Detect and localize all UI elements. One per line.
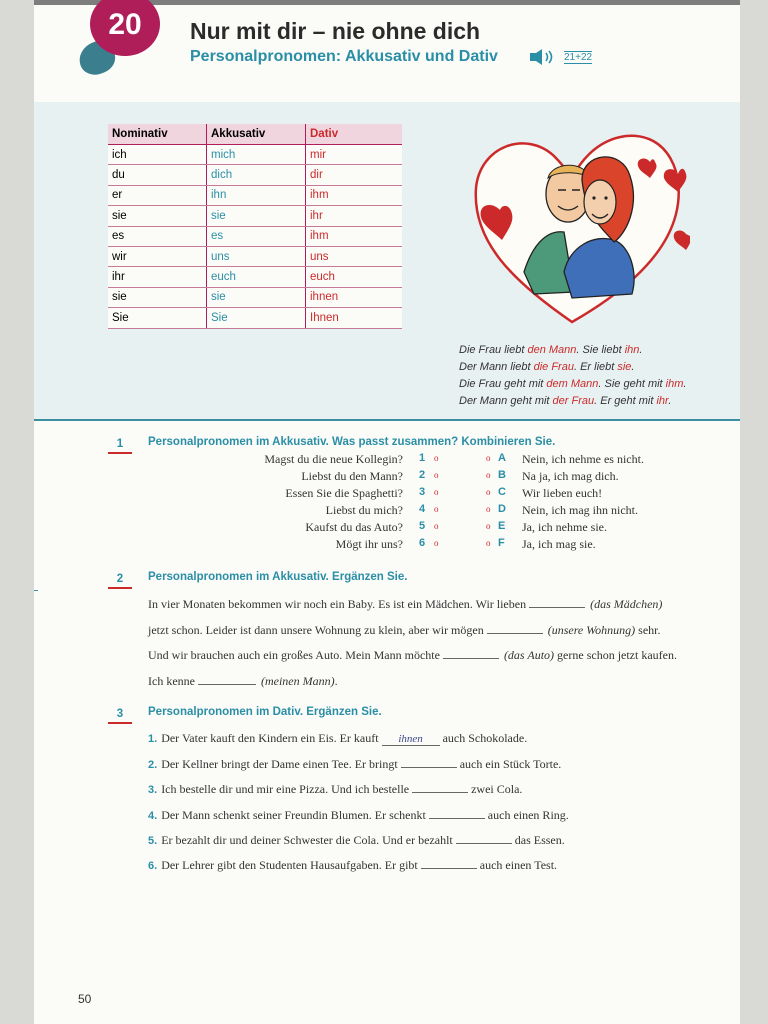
- exercise-2-line: [148, 622, 708, 648]
- pronoun-table-row: [108, 145, 402, 165]
- item-text: Ich bestelle dir und mir eine Pizza. Und ich bestelle: [161, 782, 413, 797]
- caption-highlight: ihr: [656, 395, 669, 407]
- caption-text: .: [631, 361, 635, 373]
- answer-letter: B: [498, 469, 506, 481]
- caption-highlight: sie: [617, 361, 632, 373]
- caption-line: [459, 359, 686, 376]
- exercise-2-line: [148, 647, 708, 673]
- caption-text: Die Frau liebt: [459, 344, 528, 356]
- caption-text: . Sie geht mit: [598, 378, 666, 390]
- dativ-cell: Ihnen: [306, 308, 403, 328]
- pronoun-table-row: [108, 267, 402, 287]
- nominativ-cell: du: [108, 165, 207, 185]
- hint-text: (meinen Mann): [260, 673, 335, 688]
- caption-text: . Er geht mit: [594, 395, 657, 407]
- dativ-cell: dir: [306, 165, 403, 185]
- header-dativ: Dativ: [306, 124, 403, 145]
- caption-text: Der Mann liebt: [459, 361, 534, 373]
- header-akkusativ: Akkusativ: [207, 124, 306, 145]
- answer-text: Na ja, ich mag dich.: [522, 469, 619, 483]
- answer-letter: E: [498, 520, 506, 532]
- exercise-2-text: [148, 596, 708, 698]
- audio-track-number: 21+22: [564, 52, 593, 63]
- caption-text: Der Mann geht mit: [459, 395, 553, 407]
- pronoun-table-row: [108, 308, 402, 328]
- matching-row: [108, 520, 708, 537]
- exercise-2-line: [148, 673, 708, 699]
- answer-letter: D: [498, 503, 506, 515]
- nominativ-cell: ihr: [108, 267, 207, 287]
- item-text: auch Schokolade.: [439, 731, 528, 745]
- margin-mark: [34, 590, 38, 591]
- nominativ-cell: er: [108, 185, 207, 205]
- answer-text: Nein, ich nehme es nicht.: [522, 452, 644, 466]
- answer-blank[interactable]: [456, 832, 512, 844]
- exercise-2-heading: Personalpronomen im Akkusativ. Ergänzen Sie.: [148, 571, 408, 583]
- page-number: 50: [78, 992, 92, 1006]
- page-subtitle: Personalpronomen: Akkusativ und Dativ: [190, 48, 498, 65]
- caption-highlight: die Frau: [533, 361, 574, 373]
- question-text: Magst du die neue Kollegin?: [264, 452, 403, 466]
- question-text: Essen Sie die Spaghetti?: [285, 486, 403, 500]
- exercise-1-number: 1: [108, 437, 132, 454]
- answer-letter: C: [498, 486, 506, 498]
- exercise-3-item: [148, 731, 708, 756]
- question-connector-dot[interactable]: o: [434, 521, 439, 531]
- pronoun-table-row: [108, 206, 402, 226]
- caption-text: . Er liebt: [573, 361, 618, 373]
- matching-row: [108, 537, 708, 554]
- nominativ-cell: ich: [108, 145, 207, 165]
- exercise-2-number: 2: [108, 572, 132, 589]
- exercise-3-item: [148, 781, 708, 806]
- exercise-1-matching: [108, 452, 708, 556]
- answer-blank[interactable]: [487, 622, 543, 634]
- dativ-cell: ihm: [306, 226, 403, 246]
- dativ-cell: mir: [306, 145, 403, 165]
- hint-text: (das Mädchen): [590, 597, 663, 611]
- caption-highlight: dem Mann: [546, 378, 599, 390]
- answer-text: Wir lieben euch!: [522, 486, 603, 500]
- question-text: Liebst du mich?: [325, 503, 403, 517]
- exercise-1-heading: Personalpronomen im Akkusativ. Was passt zusammen? Kombinieren Sie.: [148, 436, 556, 448]
- item-text: Der Vater kauft den Kindern ein Eis. Er kauft: [161, 731, 382, 745]
- question-connector-dot[interactable]: o: [434, 538, 439, 548]
- hint-text: (das Auto): [503, 648, 555, 662]
- item-text: Der Mann schenkt seiner Freundin Blumen. Er schenkt: [161, 807, 429, 822]
- answer-letter: A: [498, 452, 506, 464]
- nominativ-cell: es: [108, 226, 207, 246]
- exercise-3-list: [148, 731, 708, 882]
- item-text: zwei Cola.: [468, 782, 523, 797]
- caption-text: . Sie liebt: [576, 344, 625, 356]
- answer-blank[interactable]: [198, 673, 256, 685]
- caption-text: .: [668, 395, 672, 407]
- answer-text: Nein, ich mag ihn nicht.: [522, 503, 638, 517]
- chapter-number: 20: [108, 8, 142, 41]
- exercise-3-item: [148, 832, 708, 857]
- dativ-cell: ihm: [306, 185, 403, 205]
- answer-blank[interactable]: [421, 857, 477, 869]
- grammar-box-divider: [34, 419, 740, 421]
- line-text: sehr.: [635, 622, 661, 637]
- question-number: 5: [419, 520, 426, 532]
- matching-row: [108, 469, 708, 486]
- caption-line: [459, 342, 686, 359]
- nominativ-cell: wir: [108, 246, 207, 266]
- nominativ-cell: Sie: [108, 308, 207, 328]
- item-text: Der Lehrer gibt den Studenten Hausaufgaben. Er gibt: [161, 857, 421, 872]
- line-text: gerne schon jetzt kaufen.: [554, 648, 677, 662]
- answer-letter: F: [498, 537, 505, 549]
- answer-connector-dot[interactable]: o: [486, 504, 491, 514]
- line-text: .: [334, 673, 338, 688]
- akkusativ-cell: euch: [207, 267, 306, 287]
- exercise-3-heading: Personalpronomen im Dativ. Ergänzen Sie.: [148, 706, 382, 718]
- nominativ-cell: sie: [108, 206, 207, 226]
- pronoun-table-header: [108, 124, 402, 145]
- answer-connector-dot[interactable]: o: [486, 470, 491, 480]
- akkusativ-cell: ihn: [207, 185, 306, 205]
- illustration-caption: [459, 342, 686, 410]
- answer-connector-dot[interactable]: o: [486, 538, 491, 548]
- question-connector-dot[interactable]: o: [434, 470, 439, 480]
- akkusativ-cell: uns: [207, 246, 306, 266]
- exercise-2-line: [148, 596, 708, 622]
- nominativ-cell: sie: [108, 287, 207, 307]
- pronoun-table: [108, 124, 402, 329]
- answer-connector-dot[interactable]: o: [486, 453, 491, 463]
- speaker-icon[interactable]: [528, 48, 560, 70]
- caption-line: [459, 376, 686, 393]
- pronoun-table-row: [108, 246, 402, 266]
- exercise-3-item: [148, 807, 708, 832]
- item-text: das Essen.: [511, 832, 565, 847]
- question-connector-dot[interactable]: o: [434, 487, 439, 497]
- question-text: Kaufst du das Auto?: [305, 520, 403, 534]
- exercise-3-item: [148, 857, 708, 882]
- answer-blank[interactable]: [529, 596, 585, 608]
- question-text: Liebst du den Mann?: [301, 469, 403, 483]
- caption-highlight: den Mann: [527, 344, 577, 356]
- item-text: Der Kellner bringt der Dame einen Tee. Er bringt: [161, 757, 401, 772]
- akkusativ-cell: Sie: [207, 308, 306, 328]
- akkusativ-cell: sie: [207, 287, 306, 307]
- pronoun-table-row: [108, 226, 402, 246]
- akkusativ-cell: sie: [207, 206, 306, 226]
- page-title: Nur mit dir – nie ohne dich: [190, 18, 481, 44]
- dativ-cell: uns: [306, 246, 403, 266]
- answer-blank[interactable]: [401, 756, 457, 768]
- line-text: In vier Monaten bekommen wir noch ein Baby. Es ist ein Mädchen. Wir lieben: [148, 597, 530, 611]
- item-text: auch einen Ring.: [484, 807, 569, 822]
- caption-highlight: ihn: [624, 344, 640, 356]
- item-number: 3.: [148, 784, 158, 797]
- caption-line: [459, 393, 686, 410]
- answer-blank[interactable]: ihnen: [382, 733, 440, 746]
- answer-blank[interactable]: [429, 807, 485, 819]
- caption-text: .: [683, 378, 687, 390]
- dativ-cell: euch: [306, 267, 403, 287]
- pronoun-table-row: [108, 287, 402, 307]
- item-number: 4.: [148, 809, 158, 822]
- hint-text: (unsere Wohnung): [547, 622, 636, 637]
- pronoun-table-row: [108, 185, 402, 205]
- question-number: 1: [419, 452, 426, 464]
- answer-connector-dot[interactable]: o: [486, 521, 491, 531]
- item-text: auch ein Stück Torte.: [456, 757, 562, 772]
- item-text: auch einen Test.: [476, 857, 558, 872]
- couple-heart-illustration: [454, 122, 690, 332]
- akkusativ-cell: dich: [207, 165, 306, 185]
- exercise-3-number: 3: [108, 707, 132, 724]
- line-text: Ich kenne: [148, 673, 198, 688]
- answer-text: Ja, ich nehme sie.: [522, 520, 607, 534]
- question-connector-dot[interactable]: o: [434, 453, 439, 463]
- caption-highlight: ihm: [665, 378, 684, 390]
- answer-blank[interactable]: [443, 647, 499, 659]
- matching-row: [108, 452, 708, 469]
- textbook-page: [34, 0, 740, 1024]
- question-number: 2: [419, 469, 426, 481]
- item-number: 5.: [148, 834, 158, 847]
- matching-row: [108, 503, 708, 520]
- akkusativ-cell: mich: [207, 145, 306, 165]
- dativ-cell: ihnen: [306, 287, 403, 307]
- pronoun-table-row: [108, 165, 402, 185]
- caption-highlight: der Frau: [552, 395, 595, 407]
- question-text: Mögt ihr uns?: [335, 537, 403, 551]
- line-text: jetzt schon. Leider ist dann unsere Wohnung zu klein, aber wir mögen: [148, 622, 487, 637]
- item-text: Er bezahlt dir und deiner Schwester die Cola. Und er bezahlt: [161, 832, 456, 847]
- question-number: 6: [419, 537, 426, 549]
- item-number: 6.: [148, 859, 158, 872]
- exercise-3-item: [148, 756, 708, 781]
- item-number: 2.: [148, 759, 158, 772]
- akkusativ-cell: es: [207, 226, 306, 246]
- line-text: Und wir brauchen auch ein großes Auto. Mein Mann möchte: [148, 648, 443, 662]
- item-number: 1.: [148, 733, 158, 745]
- header-nominativ: Nominativ: [108, 124, 207, 145]
- caption-text: .: [639, 344, 643, 356]
- answer-blank[interactable]: [412, 781, 468, 793]
- question-connector-dot[interactable]: o: [434, 504, 439, 514]
- answer-text: Ja, ich mag sie.: [522, 537, 596, 551]
- answer-connector-dot[interactable]: o: [486, 487, 491, 497]
- question-number: 3: [419, 486, 426, 498]
- dativ-cell: ihr: [306, 206, 403, 226]
- question-number: 4: [419, 503, 426, 515]
- matching-row: [108, 486, 708, 503]
- caption-text: Die Frau geht mit: [459, 378, 547, 390]
